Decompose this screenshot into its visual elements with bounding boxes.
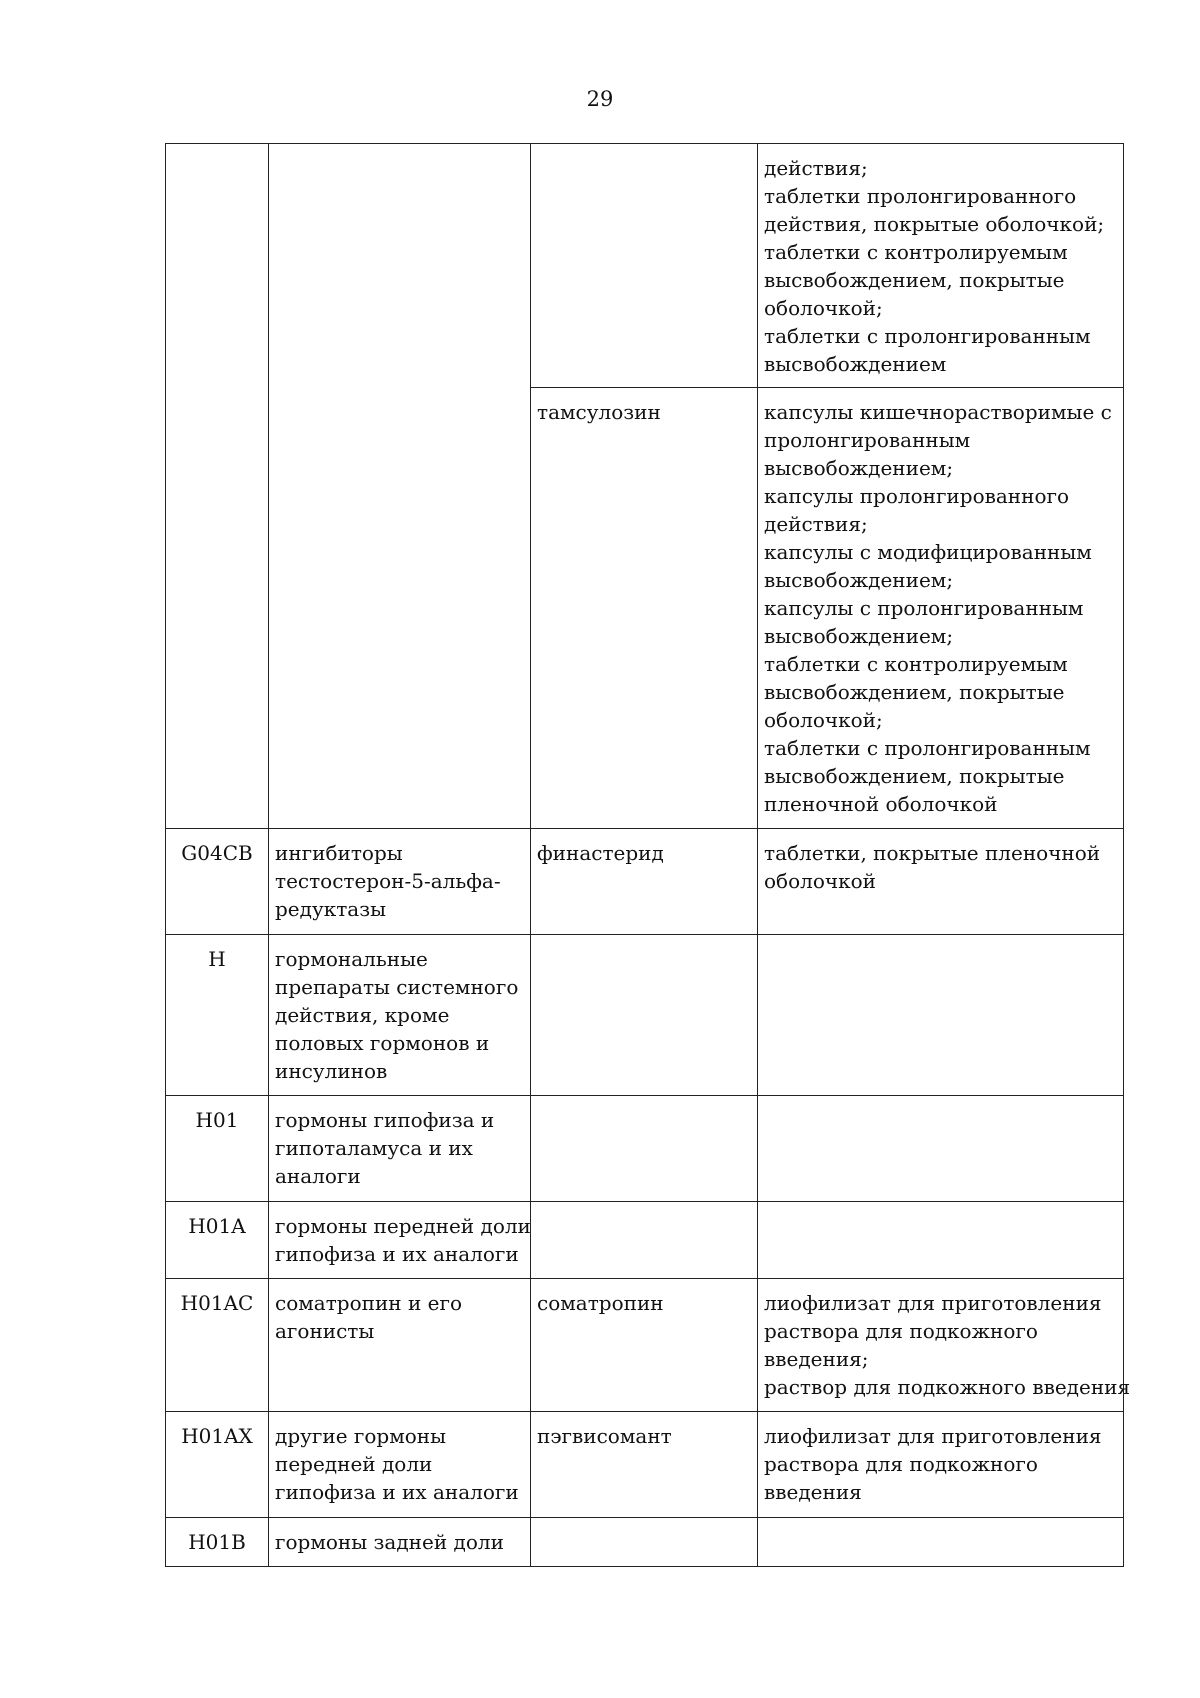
atc-code-cell: G04CB [166,829,269,935]
atc-code-cell: H01B [166,1518,269,1567]
form-cell [758,1202,1124,1279]
form-line: капсулы с пролонгированным [764,596,1084,620]
form-line: оболочкой; [764,708,883,732]
group-line: инсулинов [275,1059,388,1083]
group-line: тестостерон-5-альфа- [275,869,501,893]
drug-name: соматропин [537,1291,664,1315]
group-line: соматропин и его [275,1291,463,1315]
group-cell [269,1096,531,1202]
atc-code-cell: H01 [166,1096,269,1202]
group-line: гипофиза и их аналоги [275,1242,519,1266]
group-line: передней доли [275,1452,433,1476]
table-row [166,935,1124,1096]
form-line: пролонгированным [764,428,971,452]
drug-name: тамсулозин [537,400,661,424]
form-line: высвобождением, покрытые [764,764,1065,788]
form-cell [758,1279,1131,1412]
drug-name: пэгвисомант [537,1424,672,1448]
drug-cell [531,1279,758,1412]
form-line: высвобождением [764,352,947,376]
form-line: введения [764,1480,862,1504]
group-line: гипофиза и их аналоги [275,1480,519,1504]
table-row [166,1518,1124,1567]
group-cell [269,144,531,829]
form-line: высвобождением; [764,568,954,592]
group-line: гормональные [275,947,428,971]
form-line: действия; [764,156,868,180]
group-line: другие гормоны [275,1424,447,1448]
table-row [166,1412,1124,1518]
form-line: высвобождением, покрытые [764,680,1065,704]
form-line: таблетки пролонгированного [764,184,1077,208]
group-cell [269,1518,531,1567]
table-row [166,1279,1124,1412]
drug-name: финастерид [537,841,664,865]
form-line: оболочкой; [764,296,883,320]
group-line: действия, кроме [275,1003,450,1027]
form-cell [758,388,1124,829]
group-line: препараты системного [275,975,519,999]
table-row [166,829,1124,935]
form-line: капсулы кишечнорастворимые с [764,400,1112,424]
group-line: ингибиторы [275,841,403,865]
form-line: таблетки с контролируемым [764,652,1068,676]
group-line: гипоталамуса и их [275,1136,473,1160]
form-line: таблетки, покрытые пленочной [764,841,1101,865]
atc-code-cell: H01AX [166,1412,269,1518]
drug-cell [531,1412,758,1518]
drug-table [165,143,1131,1567]
group-line: половых гормонов и [275,1031,490,1055]
form-line: таблетки с пролонгированным [764,324,1091,348]
group-cell [269,829,531,935]
form-line: раствора для подкожного [764,1319,1038,1343]
drug-cell [531,1518,758,1567]
form-line: раствор для подкожного введения [764,1375,1131,1399]
group-line: гормоны задней доли [275,1530,504,1554]
form-line: таблетки с контролируемым [764,240,1068,264]
page-number: 29 [586,87,614,111]
group-line: агонисты [275,1319,375,1343]
form-line: оболочкой [764,869,876,893]
form-cell [758,935,1124,1096]
group-line: гормоны гипофиза и [275,1108,495,1132]
atc-code-cell: H01AC [166,1279,269,1412]
group-cell [269,1279,531,1412]
group-cell [269,935,531,1096]
form-cell [758,1518,1124,1567]
group-line: аналоги [275,1164,361,1188]
form-cell [758,144,1124,388]
form-cell [758,1412,1124,1518]
form-line: пленочной оболочкой [764,792,998,816]
form-cell [758,1096,1124,1202]
form-line: капсулы с модифицированным [764,540,1092,564]
drug-cell [531,144,758,388]
form-line: введения; [764,1347,869,1371]
form-line: действия, покрытые оболочкой; [764,212,1105,236]
drug-cell [531,829,758,935]
group-line: редуктазы [275,897,387,921]
group-cell [269,1412,531,1518]
table-row [166,1202,1124,1279]
form-line: раствора для подкожного [764,1452,1038,1476]
atc-code-cell: H [166,935,269,1096]
drug-cell [531,935,758,1096]
drug-cell [531,388,758,829]
table-row [166,144,1124,388]
form-line: высвобождением; [764,456,954,480]
form-line: лиофилизат для приготовления [764,1424,1102,1448]
form-line: лиофилизат для приготовления [764,1291,1102,1315]
drug-cell [531,1096,758,1202]
form-cell [758,829,1124,935]
form-line: действия; [764,512,868,536]
form-line: высвобождением, покрытые [764,268,1065,292]
table-row [166,1096,1124,1202]
drug-cell [531,1202,758,1279]
atc-code-cell: H01A [166,1202,269,1279]
atc-code-cell [166,144,269,829]
group-line: гормоны передней доли [275,1214,531,1238]
form-line: таблетки с пролонгированным [764,736,1091,760]
form-line: высвобождением; [764,624,954,648]
group-cell [269,1202,531,1279]
form-line: капсулы пролонгированного [764,484,1070,508]
